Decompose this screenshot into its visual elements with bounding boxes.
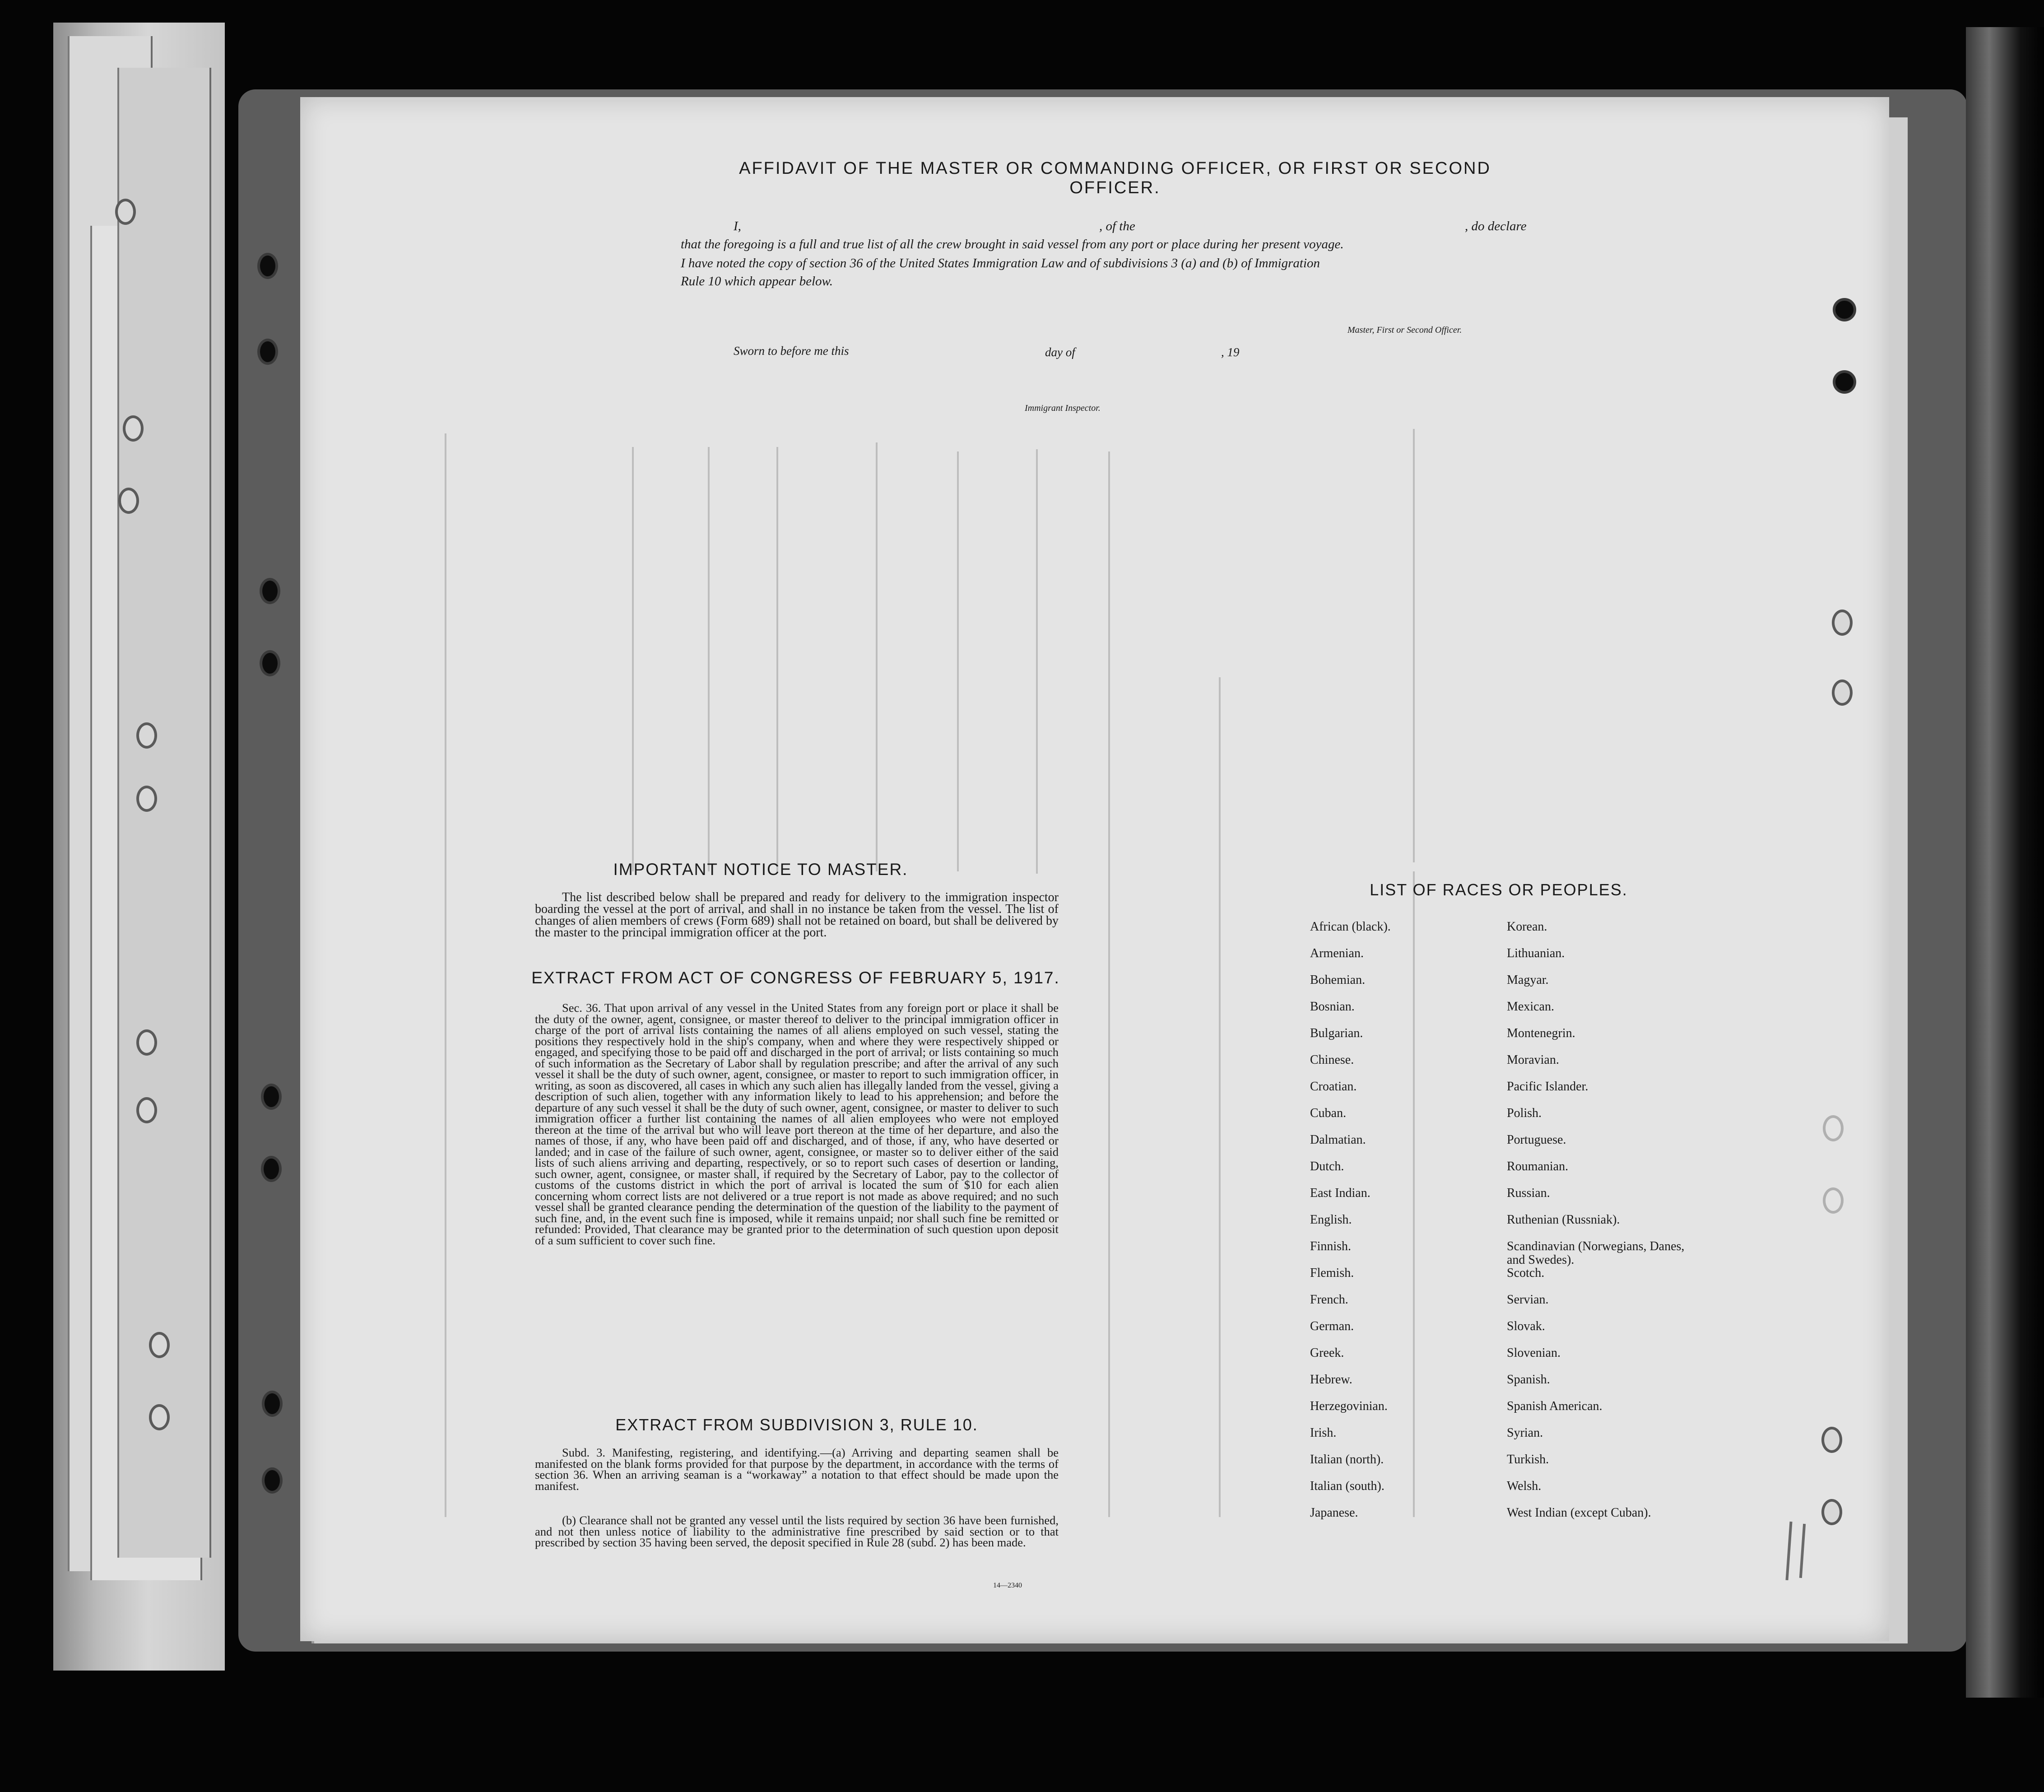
race-item: Italian (north). [1310, 1452, 1384, 1466]
affidavit-line-start: I, [734, 219, 741, 233]
race-item: Ruthenian (Russniak). [1507, 1213, 1620, 1227]
race-item: Roumanian. [1507, 1159, 1569, 1173]
master-signature-label: Master, First or Second Officer. [1347, 325, 1462, 335]
sworn-year: , 19 [1221, 345, 1240, 359]
extract-rule-text-a: Subd. 3. Manifesting, registering, and identifying.—(a) Arriving and departing seamen shall be manifested on the blank forms provided for that purpose by the department, in accordance with the terms of section 36. When an arriving seaman is a “workaway” a notation to that effect should be made upon the manifest. [535, 1446, 1059, 1493]
column-rule [1108, 451, 1110, 1517]
race-item: Korean. [1507, 920, 1547, 934]
column-rule [1036, 449, 1038, 874]
race-item: Armenian. [1310, 946, 1364, 960]
affidavit-line-2: that the foregoing is a full and true list of all the crew brought in said vessel from any port or place during her present voyage. [681, 237, 1344, 251]
race-item: Russian. [1507, 1186, 1550, 1200]
punch-hole [136, 786, 157, 812]
race-item: Slovak. [1507, 1319, 1545, 1333]
punch-hole [257, 253, 278, 279]
punch-hole [136, 1029, 157, 1056]
race-item: Spanish. [1507, 1373, 1550, 1387]
punch-hole [1821, 1499, 1842, 1525]
column-rule [957, 451, 959, 871]
race-item: Servian. [1507, 1293, 1549, 1307]
race-item: Montenegrin. [1507, 1026, 1575, 1040]
race-item: Italian (south). [1310, 1479, 1384, 1493]
extract-rule-heading: EXTRACT FROM SUBDIVISION 3, RULE 10. [615, 1415, 978, 1434]
race-item: Moravian. [1507, 1053, 1559, 1067]
race-item: Pacific Islander. [1507, 1080, 1589, 1094]
column-rule [776, 447, 778, 871]
column-rule [1413, 429, 1415, 862]
race-item: Bohemian. [1310, 973, 1366, 987]
extract-act-heading: EXTRACT FROM ACT OF CONGRESS OF FEBRUARY 5, 1917. [531, 968, 1060, 987]
race-item: Syrian. [1507, 1426, 1543, 1440]
race-item: Magyar. [1507, 973, 1549, 987]
punch-hole [260, 650, 280, 676]
race-item: Dalmatian. [1310, 1133, 1366, 1147]
race-item: Spanish American. [1507, 1399, 1603, 1413]
race-item: English. [1310, 1213, 1352, 1227]
punch-hole [261, 1156, 282, 1182]
race-item: Croatian. [1310, 1080, 1357, 1094]
race-item: Scotch. [1507, 1266, 1545, 1280]
punch-hole [118, 488, 139, 514]
race-item: African (black). [1310, 920, 1391, 934]
punch-hole [1833, 370, 1856, 394]
punch-hole [1823, 1115, 1844, 1141]
race-item: Polish. [1507, 1106, 1542, 1120]
punch-hole [123, 415, 144, 442]
race-item: West Indian (except Cuban). [1507, 1506, 1651, 1520]
race-item: Welsh. [1507, 1479, 1542, 1493]
races-heading: LIST OF RACES OR PEOPLES. [1370, 880, 1628, 899]
extract-rule-text-b: (b) Clearance shall not be granted any vessel until the lists required by section 36 have been furnished, and not then unless notice of liability to the administrative fine prescribed by said section or to that prescribed by section 35 having been served, the deposit specified in Rule 28 (subd. 2) has been made. [535, 1513, 1059, 1549]
race-item: Greek. [1310, 1346, 1344, 1360]
notice-heading: IMPORTANT NOTICE TO MASTER. [613, 860, 908, 879]
punch-hole [1823, 1187, 1844, 1214]
punch-hole [149, 1404, 170, 1430]
right-edge-shadow [1966, 27, 2044, 1698]
race-item: East Indian. [1310, 1186, 1370, 1200]
punch-hole [136, 1097, 157, 1123]
affidavit-of-the: , of the [1099, 219, 1135, 233]
race-item: Bosnian. [1310, 1000, 1355, 1014]
inspector-signature-label: Immigrant Inspector. [1025, 403, 1101, 413]
race-item: Finnish. [1310, 1239, 1352, 1253]
affidavit-line-3: I have noted the copy of section 36 of the United States Immigration Law and of subdivisions 3 (a) and (b) of Immigration [681, 256, 1320, 270]
sworn-prefix: Sworn to before me this [734, 344, 849, 358]
race-item: Portuguese. [1507, 1133, 1566, 1147]
race-item: Bulgarian. [1310, 1026, 1363, 1040]
punch-hole [262, 1467, 283, 1494]
punch-hole [260, 578, 280, 604]
race-item: Mexican. [1507, 1000, 1554, 1014]
punch-hole [1832, 680, 1853, 706]
affidavit-line-4: Rule 10 which appear below. [681, 274, 833, 289]
race-item: Irish. [1310, 1426, 1337, 1440]
race-item: Chinese. [1310, 1053, 1354, 1067]
punch-hole [261, 1084, 282, 1110]
punch-hole [136, 722, 157, 749]
race-item: Slovenian. [1507, 1346, 1561, 1360]
race-item: German. [1310, 1319, 1354, 1333]
race-item: Lithuanian. [1507, 946, 1565, 960]
column-rule [1219, 677, 1221, 1517]
race-item: Flemish. [1310, 1266, 1354, 1280]
race-item: Cuban. [1310, 1106, 1347, 1120]
column-rule [445, 433, 446, 1517]
punch-hole [257, 339, 278, 365]
race-item: Scandinavian (Norwegians, Danes, and Swedes). [1507, 1239, 1685, 1267]
punch-hole [262, 1391, 283, 1417]
punch-hole [1821, 1427, 1842, 1453]
affidavit-do-declare: , do declare [1465, 219, 1527, 233]
punch-hole [115, 199, 136, 225]
race-item: Hebrew. [1310, 1373, 1352, 1387]
race-item: French. [1310, 1293, 1348, 1307]
races-right-column [1507, 920, 1696, 1533]
race-item: Dutch. [1310, 1159, 1344, 1173]
race-item: Japanese. [1310, 1506, 1358, 1520]
column-rule [708, 447, 710, 871]
notice-text: The list described below shall be prepared and ready for delivery to the immigration inspector boarding the vessel at the port of arrival, and shall in no instance be taken from the vessel. The list of changes of alien members of crews (Form 689) shall not be retained on board, but shall be delivered by the master to the principal immigration officer at the port. [535, 890, 1059, 940]
form-number: 14—2340 [993, 1582, 1022, 1589]
race-item: Herzegovinian. [1310, 1399, 1388, 1413]
race-item: Turkish. [1507, 1452, 1549, 1466]
column-rule [632, 447, 634, 871]
extract-act-text: Sec. 36. That upon arrival of any vessel in the United States from any foreign port or place it shall be the duty of the owner, agent, consignee, or master thereof to deliver to the principal immigration officer in charge of the port of arrival lists containing the names of all aliens employed on such vessel, stating the positions they respectively hold in the ship's company, when and where they were respectively shipped or engaged, and specifying those to be paid off and discharged in the port of arrival; or lists containing so much of such information as the Secretary of Labor shall by regulation prescribe; and after the arrival of any such vessel it shall be the duty of such owner, agent, consignee, or master to report to such immigration officer, in writing, as soon as discovered, all cases in which any such alien has illegally landed from the vessel, giving a description of such alien, together with any information likely to lead to his apprehension; and before the departure of any such vessel it shall be the duty of such owner, agent, consignee, or master to deliver to such immigration officer a further list containing the names of all alien employees who were not employed thereon at the time of the arrival but who will leave port thereon at the time of her departure, and also the names of those, if any, who have been paid off and discharged, and of those, if any, who have deserted or landed; and in case of the failure of such owner, agent, consignee, or master so to deliver either of the said lists of such aliens arriving and departing, respectively, or so to report such cases of desertion or landing, such owner, agent, consignee, or master shall, if required by the Secretary of Labor, pay to the collector of customs of the customs district in which the port of arrival is located the sum of $10 for each alien concerning whom correct lists are not delivered or a true report is not made as above required; and no such vessel shall be granted clearance pending the determination of the question of the liability to the payment of such fine, and, in the event such fine is imposed, while it remains unpaid; nor shall such fine be remitted or refunded: Provided, That clearance may be granted prior to the determination of such question upon deposit of a sum sufficient to cover such fine. [535, 1001, 1059, 1247]
sworn-day: day of [1045, 345, 1075, 359]
punch-hole [1833, 298, 1856, 321]
column-rule [876, 442, 878, 871]
affidavit-title: AFFIDAVIT OF THE MASTER OR COMMANDING OFFICER, OR FIRST OR SECOND OFFICER. [739, 159, 1491, 197]
races-left-column [1310, 920, 1482, 1533]
punch-hole [1832, 610, 1853, 636]
punch-hole [149, 1332, 170, 1358]
